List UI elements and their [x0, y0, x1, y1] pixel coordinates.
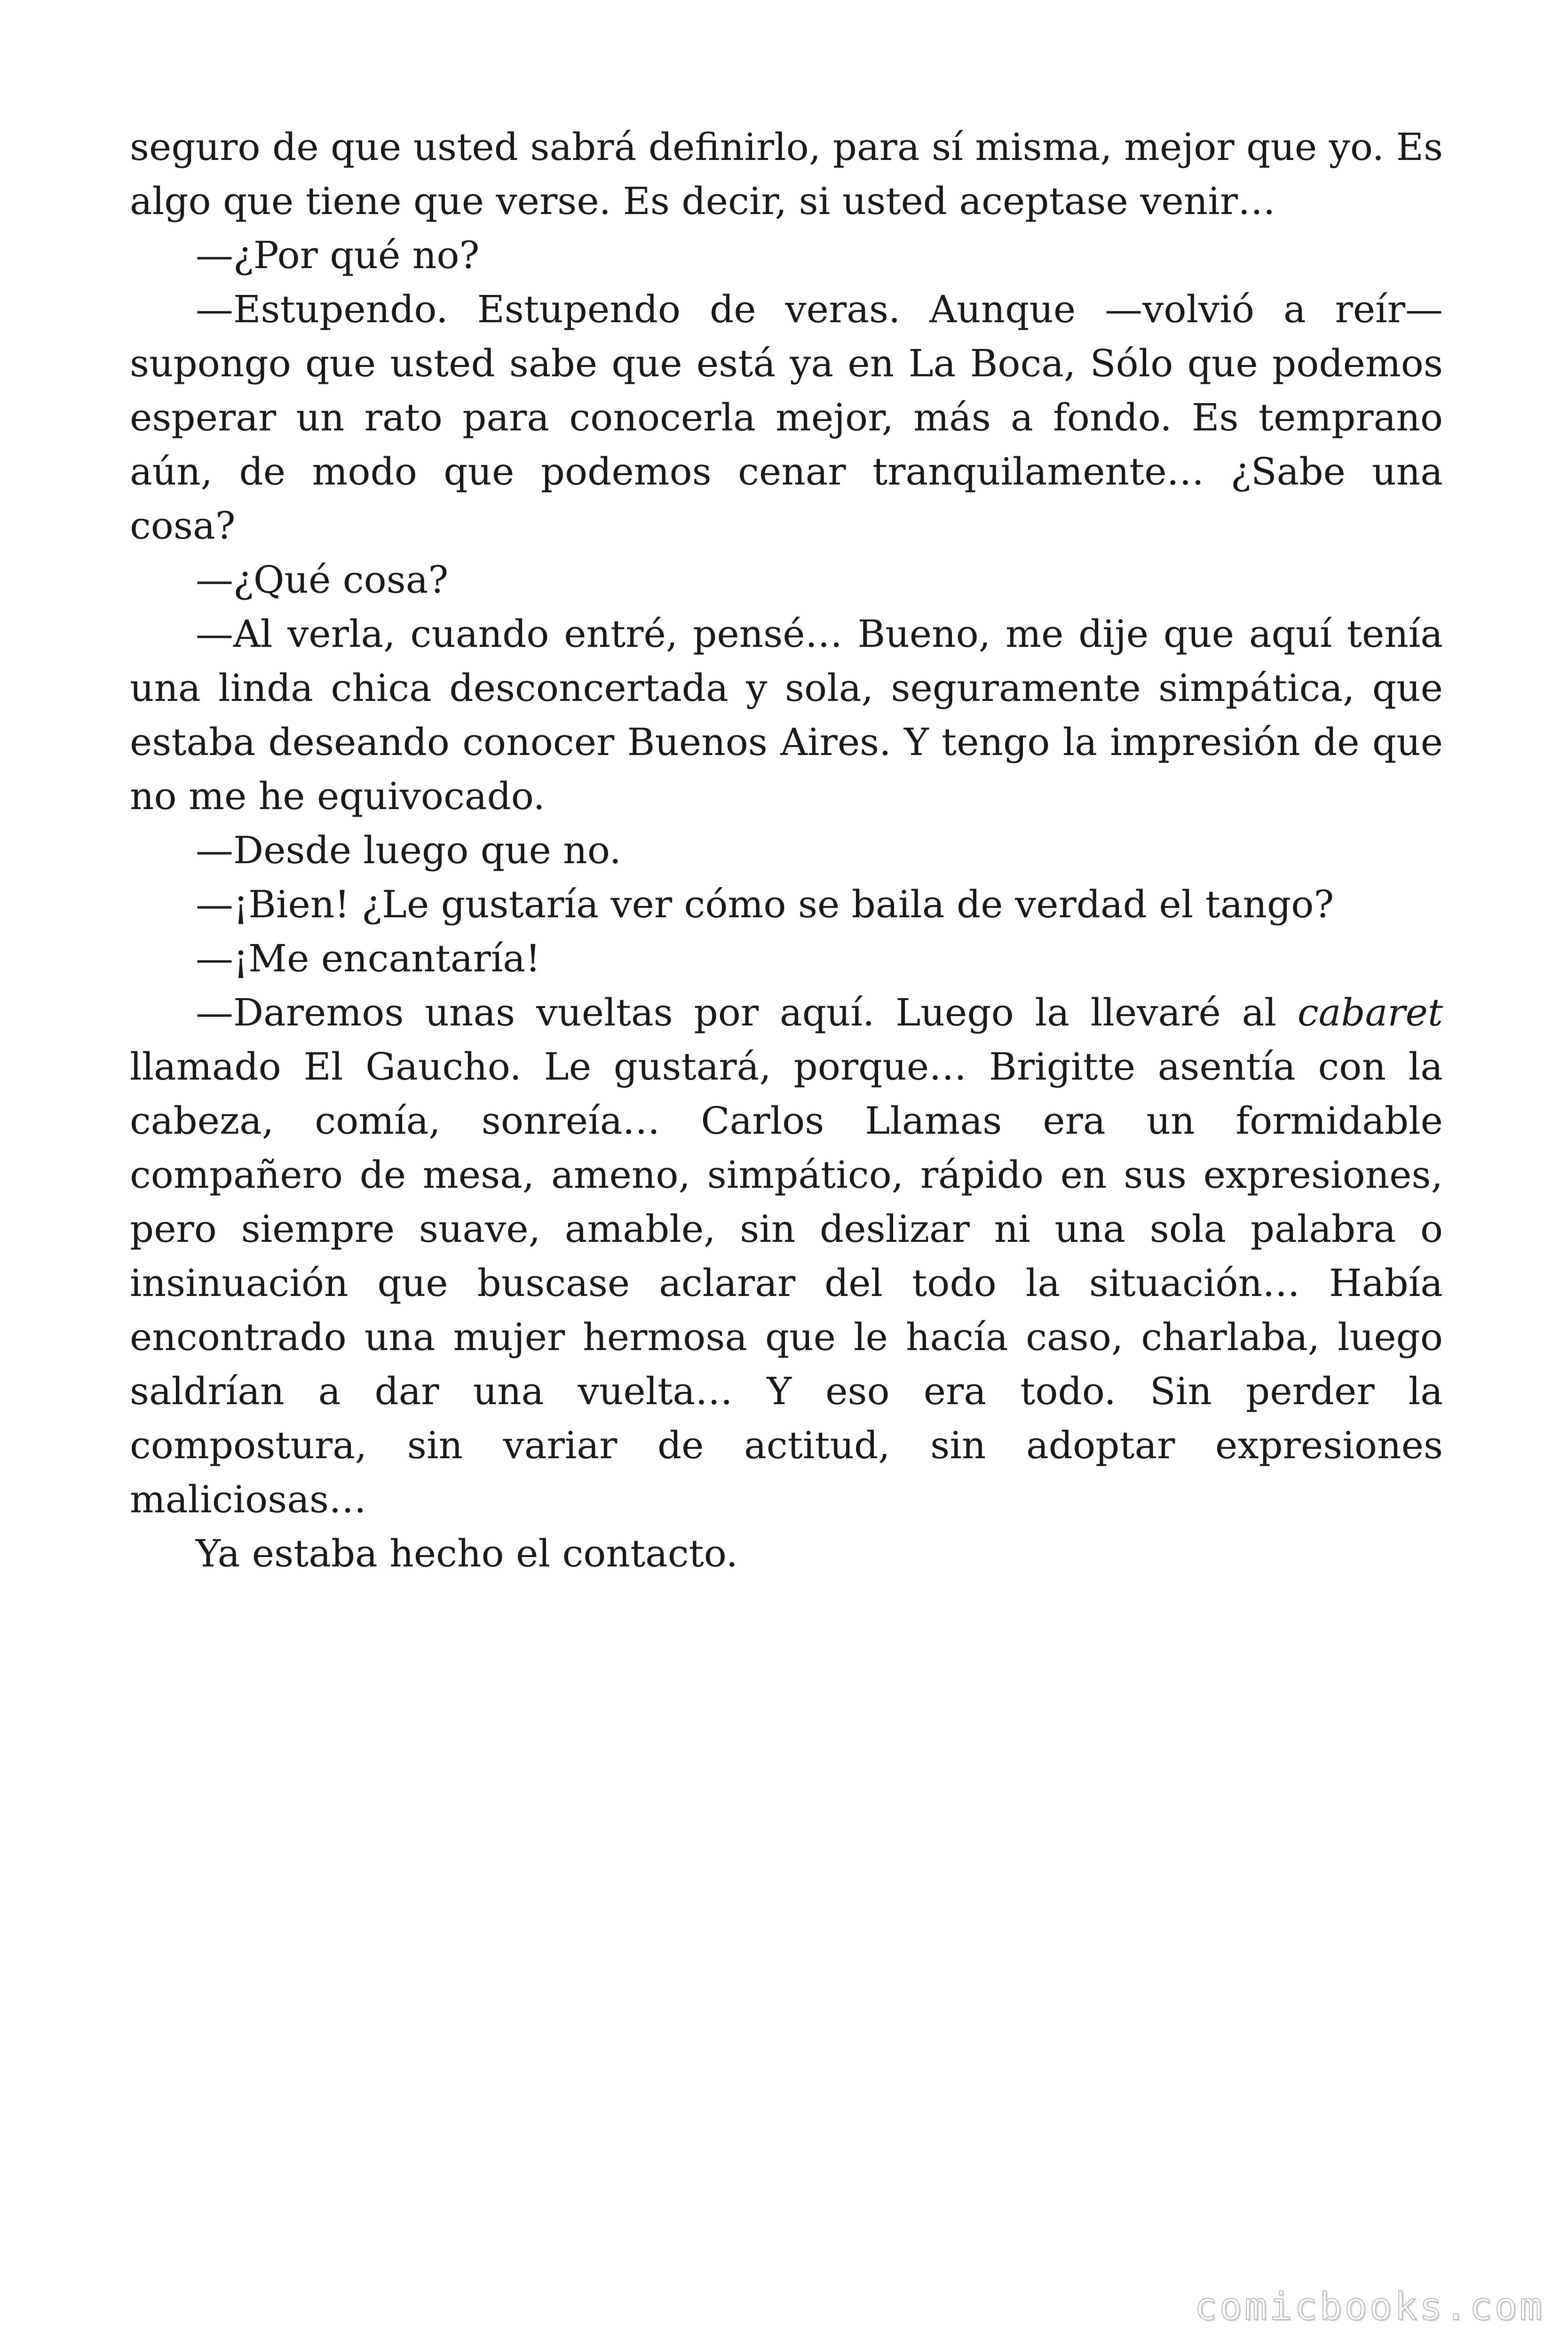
paragraph-6: —Desde luego que no. [196, 828, 621, 872]
italic-word-cabaret: cabaret [1297, 991, 1443, 1034]
paragraph-9 [130, 985, 1443, 1526]
book-page-text [130, 120, 1443, 1581]
watermark: comicbooks.com [1194, 2285, 1544, 2328]
paragraph-4: —¿Qué cosa? [196, 558, 449, 602]
paragraph-2: —¿Por qué no? [196, 233, 480, 277]
paragraph-8: —¡Me encantaría! [196, 937, 541, 980]
paragraph-1: seguro de que usted sabrá definirlo, para sí misma, mejor que yo. Es algo que tiene que verse. Es decir, si usted aceptase venir… [130, 125, 1443, 223]
paragraph-3: —Estupendo. Estupendo de veras. Aunque —volvió a reír— supongo que usted sabe que está ya en La Boca, Sólo que podemos esperar un rato para conocerla mejor, más a fondo. Es temprano aún, de modo que podemos cenar tranquilamente… ¿Sabe una cosa? [130, 287, 1443, 548]
paragraph-5: —Al verla, cuando entré, pensé… Bueno, me dije que aquí tenía una linda chica desconcertada y sola, seguramente simpática, que estaba deseando conocer Buenos Aires. Y tengo la impresión de que no me he equivocado. [130, 612, 1443, 818]
paragraph-9-start: —Daremos unas vueltas por aquí. Luego la llevaré al [196, 991, 1298, 1034]
paragraph-10: Ya estaba hecho el contacto. [196, 1532, 738, 1575]
paragraph-7: —¡Bien! ¿Le gustaría ver cómo se baila de verdad el tango? [196, 882, 1334, 926]
paragraph-9-end: llamado El Gaucho. Le gustará, porque… Brigitte asentía con la cabeza, comía, sonreía… Carlos Llamas era un formidable compañero de mesa, ameno, simpático, rápido en sus expresiones, pero siempre suave, amable, sin deslizar ni una sola palabra o insinuación que buscase aclarar del todo la situación… Había encontrado una mujer hermosa que le hacía caso, charlaba, luego saldrían a dar una vuelta… Y eso era todo. Sin perder la compostura, sin variar de actitud, sin adoptar expresiones maliciosas… [130, 1045, 1443, 1521]
